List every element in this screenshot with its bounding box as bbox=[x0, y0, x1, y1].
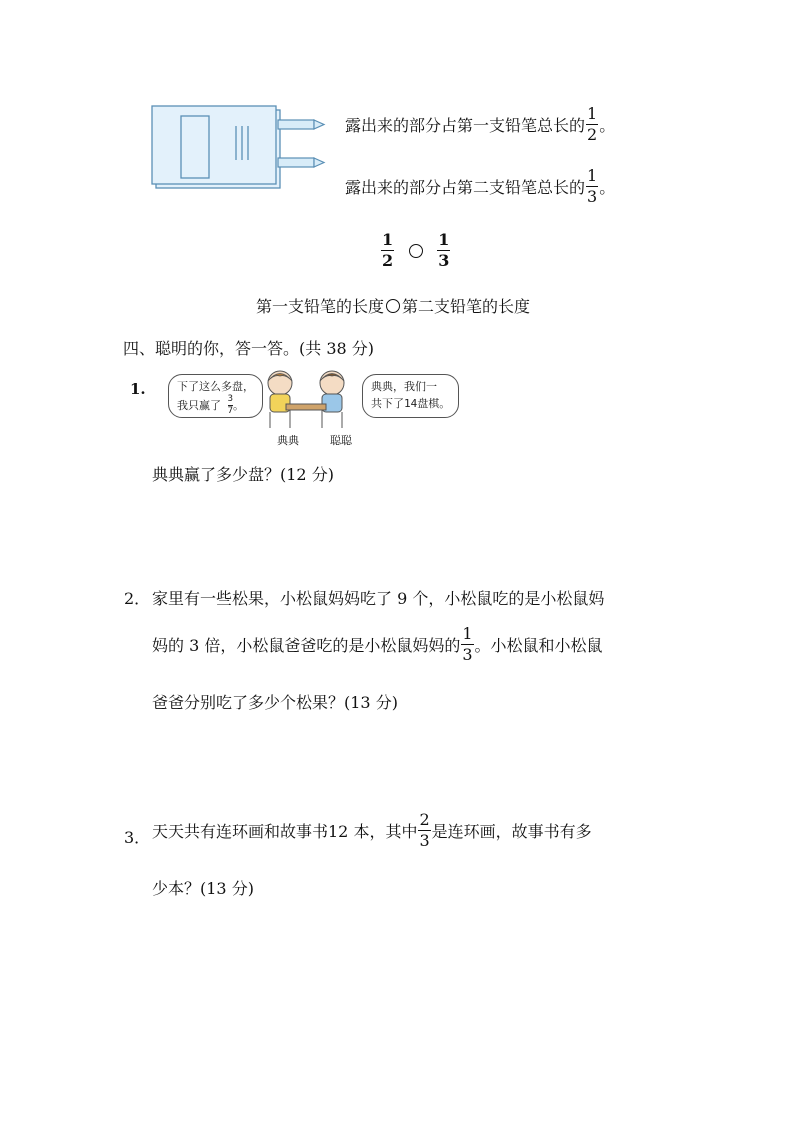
fraction-compare bbox=[380, 232, 451, 269]
q1-fraction-three-sevenths: $\frac{3}{7}$ bbox=[227, 394, 234, 416]
q1-name-right: 聪聪 bbox=[330, 434, 352, 447]
compare-right-fraction: $\frac{1}{3}$ bbox=[438, 230, 450, 270]
q2-fraction-one-third: $\frac{1}{3}$ bbox=[462, 624, 473, 664]
pencil-line-2-text: 露出来的部分占第二支铅笔总长的 bbox=[345, 178, 586, 197]
section-title: 四、聪明的你，答一答。(共 38 分) bbox=[123, 339, 375, 358]
q2-line-3: 爸爸分别吃了多少个松果？(13 分) bbox=[152, 693, 398, 712]
fraction-one-third: $\frac{1}{3}$ bbox=[587, 166, 598, 206]
q1-bubble-left: 下了这么多盘， 我只赢了 $\frac{3}{7}$ 。 bbox=[168, 374, 263, 418]
pencil-line-2: 露出来的部分占第二支铅笔总长的 $\frac{1}{3}$ 。 bbox=[345, 166, 616, 206]
q2-line-2: 妈的 3 倍，小松鼠爸爸吃的是小松鼠妈妈的 $\frac{1}{3}$ 。小松鼠和小松鼠 bbox=[152, 624, 603, 664]
q3-fraction-two-thirds: $\frac{2}{3}$ bbox=[419, 810, 430, 850]
q3-number: 3． bbox=[124, 828, 151, 847]
q2-number: 2． bbox=[124, 589, 151, 608]
q1-question: 典典赢了多少盘？(12 分) bbox=[152, 465, 334, 484]
q3-line-1: 天天共有连环画和故事书12 本，其中 $\frac{2}{3}$ 是连环画，故事书有多 bbox=[152, 810, 592, 850]
compare-circle-blank[interactable] bbox=[409, 244, 423, 258]
q1-bubble-right: 典典，我们一 共下了14盘棋。 bbox=[362, 374, 459, 418]
q1-name-left: 典典 bbox=[277, 434, 299, 447]
fraction-one-half: $\frac{1}{2}$ bbox=[587, 104, 598, 144]
length-compare: 第一支铅笔的长度 第二支铅笔的长度 bbox=[256, 297, 531, 316]
pencil-line-1-text: 露出来的部分占第一支铅笔总长的 bbox=[345, 116, 586, 135]
length-compare-circle-blank[interactable] bbox=[386, 299, 400, 313]
compare-left-fraction: $\frac{1}{2}$ bbox=[382, 230, 394, 270]
q2-line-1: 家里有一些松果，小松鼠妈妈吃了 9 个，小松鼠吃的是小松鼠妈 bbox=[152, 589, 605, 608]
pencil-line-1: 露出来的部分占第一支铅笔总长的 $\frac{1}{2}$ 。 bbox=[345, 104, 616, 144]
q3-line-2: 少本？(13 分) bbox=[152, 879, 254, 898]
two-children-playing-chess-illustration bbox=[250, 368, 360, 434]
q1-number: 1. bbox=[130, 380, 146, 398]
pencil-box-illustration bbox=[150, 104, 330, 196]
